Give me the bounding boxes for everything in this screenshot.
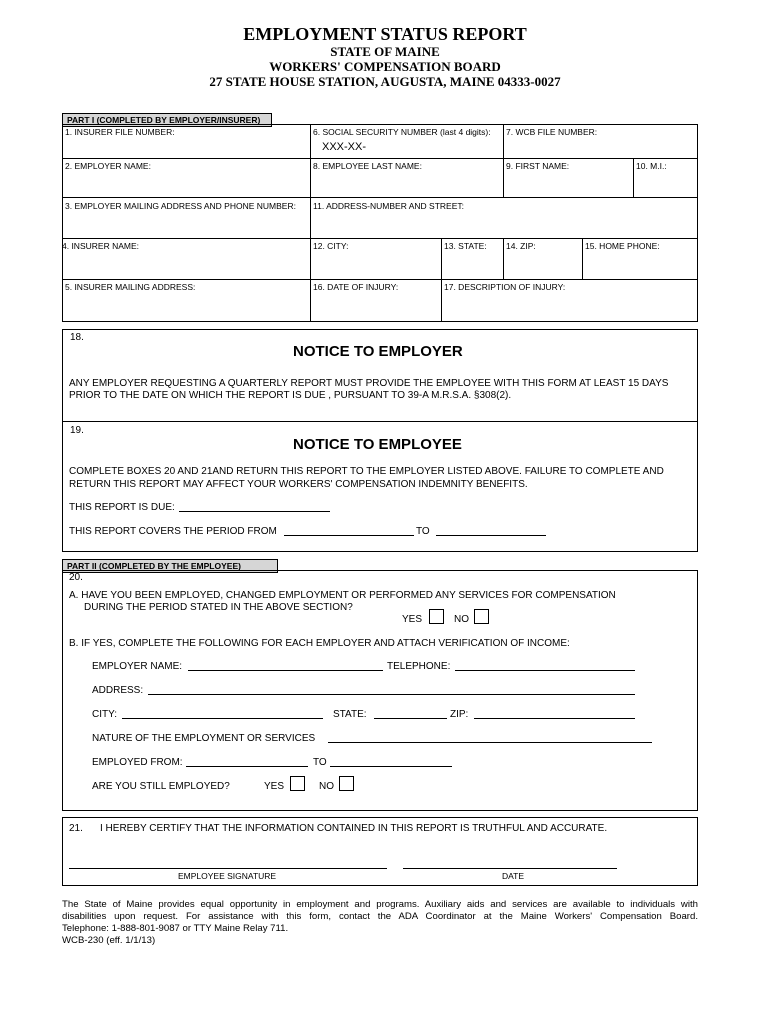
certification-number: 21. — [69, 823, 83, 834]
notice-employer-number: 18. — [70, 332, 84, 343]
zip-label: ZIP: — [450, 709, 469, 720]
form-id: WCB-230 (eff. 1/1/13) — [62, 935, 156, 946]
form-title: EMPLOYMENT STATUS REPORT — [243, 24, 527, 44]
still-employed-no-checkbox[interactable] — [339, 776, 354, 791]
question-a-no-label: NO — [454, 614, 469, 625]
notice-employee-text-1: COMPLETE BOXES 20 AND 21AND RETURN THIS REPORT TO THE EMPLOYER LISTED ABOVE. FAILURE TO COMPLETE AND — [69, 466, 664, 477]
question-a-no-checkbox[interactable] — [474, 609, 489, 624]
address-input[interactable] — [148, 694, 635, 695]
city-field[interactable]: 12. CITY: — [313, 241, 349, 251]
date-of-injury-field[interactable]: 16. DATE OF INJURY: — [313, 282, 399, 292]
state-input[interactable] — [374, 718, 447, 719]
first-name-field[interactable]: 9. FIRST NAME: — [506, 161, 570, 171]
employer-name-label: EMPLOYER NAME: — [92, 661, 183, 672]
notice-employer-text-1: ANY EMPLOYER REQUESTING A QUARTERLY REPORT MUST PROVIDE THE EMPLOYEE WITH THIS FORM AT LEAST 15 DAYS — [69, 378, 669, 389]
employer-name-field[interactable]: 2. EMPLOYER NAME: — [65, 161, 151, 171]
signature-date-input[interactable] — [403, 868, 617, 869]
col-divider — [503, 238, 504, 279]
col-divider — [633, 158, 634, 197]
section-divider — [62, 421, 698, 422]
still-employed-no-label: NO — [319, 781, 334, 792]
employee-signature-label: EMPLOYEE SIGNATURE — [178, 871, 277, 881]
middle-initial-field[interactable]: 10. M.I.: — [636, 161, 667, 171]
report-due-label: THIS REPORT IS DUE: — [69, 502, 175, 513]
part2-tab: PART II (COMPLETED BY THE EMPLOYEE) — [62, 559, 278, 573]
question-a-text-1: A. HAVE YOU BEEN EMPLOYED, CHANGED EMPLOYMENT OR PERFORMED ANY SERVICES FOR COMPENSATION — [69, 590, 616, 601]
employer-address-field[interactable]: 3. EMPLOYER MAILING ADDRESS AND PHONE NUMBER: — [65, 201, 296, 211]
certification-text: I HEREBY CERTIFY THAT THE INFORMATION CONTAINED IN THIS REPORT IS TRUTHFUL AND ACCURATE. — [100, 823, 608, 834]
nature-of-employment-label: NATURE OF THE EMPLOYMENT OR SERVICES — [92, 733, 316, 744]
address-street-field[interactable]: 11. ADDRESS-NUMBER AND STREET: — [313, 201, 464, 211]
question-a-text-2: DURING THE PERIOD STATED IN THE ABOVE SECTION? — [84, 602, 353, 613]
report-period-to-input[interactable] — [436, 535, 546, 536]
question-20-number: 20. — [69, 572, 83, 583]
nature-of-employment-input[interactable] — [328, 742, 652, 743]
agency-board: WORKERS' COMPENSATION BOARD — [269, 59, 501, 74]
city-label: CITY: — [92, 709, 118, 720]
col-divider — [441, 279, 442, 322]
signature-date-label: DATE — [502, 871, 525, 881]
col-divider — [582, 238, 583, 279]
row-divider — [62, 197, 698, 198]
footer-line-1: The State of Maine provides equal opportunity in employment and programs. Auxiliary aids and services are available to individuals with — [62, 899, 698, 910]
insurer-file-number-field[interactable]: 1. INSURER FILE NUMBER: — [65, 127, 175, 137]
report-period-to-label: TO — [416, 526, 430, 537]
wcb-file-number-field[interactable]: 7. WCB FILE NUMBER: — [506, 127, 598, 137]
home-phone-field[interactable]: 15. HOME PHONE: — [585, 241, 660, 251]
row-divider — [62, 238, 698, 239]
part1-tab: PART I (COMPLETED BY EMPLOYER/INSURER) — [62, 113, 272, 127]
employed-from-label: EMPLOYED FROM: — [92, 757, 183, 768]
description-of-injury-field[interactable]: 17. DESCRIPTION OF INJURY: — [444, 282, 566, 292]
employer-name-input[interactable] — [188, 670, 383, 671]
zip-field[interactable]: 14. ZIP: — [506, 241, 536, 251]
insurer-mailing-address-field[interactable]: 5. INSURER MAILING ADDRESS: — [65, 282, 196, 292]
col-divider — [503, 124, 504, 158]
footer-line-2: disabilities upon request. For assistance with this form, contact the ADA Coordinator at the Maine Workers' Compensation Board. — [62, 911, 698, 922]
col-divider — [503, 158, 504, 197]
notice-employee-title: NOTICE TO EMPLOYEE — [293, 436, 462, 453]
insurer-name-field[interactable]: 4. INSURER NAME: — [62, 241, 139, 251]
employed-to-label: TO — [313, 757, 327, 768]
employee-last-name-field[interactable]: 8. EMPLOYEE LAST NAME: — [313, 161, 422, 171]
notice-employer-text-2: PRIOR TO THE DATE ON WHICH THE REPORT IS DUE , PURSUANT TO 39-A M.R.S.A. §308(2). — [69, 390, 512, 401]
report-due-input[interactable] — [179, 511, 330, 512]
zip-input[interactable] — [474, 718, 635, 719]
ssn-value: XXX-XX- — [322, 141, 367, 153]
question-a-yes-checkbox[interactable] — [429, 609, 444, 624]
state-field[interactable]: 13. STATE: — [444, 241, 487, 251]
question-a-yes-label: YES — [402, 614, 423, 625]
employed-to-input[interactable] — [330, 766, 452, 767]
employee-signature-input[interactable] — [69, 868, 387, 869]
telephone-input[interactable] — [455, 670, 635, 671]
notice-employee-text-2: RETURN THIS REPORT MAY AFFECT YOUR WORKERS' COMPENSATION INDEMNITY BENEFITS. — [69, 479, 528, 490]
col-divider — [441, 238, 442, 279]
col-divider — [310, 124, 311, 322]
notice-employee-number: 19. — [70, 425, 84, 436]
state-label: STATE: — [333, 709, 367, 720]
still-employed-yes-label: YES — [264, 781, 285, 792]
notice-employer-title: NOTICE TO EMPLOYER — [293, 343, 463, 360]
question-b-text: B. IF YES, COMPLETE THE FOLLOWING FOR EACH EMPLOYER AND ATTACH VERIFICATION OF INCOME: — [69, 638, 570, 649]
telephone-label: TELEPHONE: — [387, 661, 451, 672]
report-period-from-input[interactable] — [284, 535, 414, 536]
agency-address: 27 STATE HOUSE STATION, AUGUSTA, MAINE 04333-0027 — [209, 74, 561, 89]
address-label: ADDRESS: — [92, 685, 144, 696]
still-employed-yes-checkbox[interactable] — [290, 776, 305, 791]
ssn-field[interactable]: 6. SOCIAL SECURITY NUMBER (last 4 digits): — [313, 127, 491, 137]
city-input[interactable] — [122, 718, 323, 719]
part1-table — [62, 124, 698, 322]
footer-line-3: Telephone: 1-888-801-9087 or TTY Maine Relay 711. — [62, 923, 289, 934]
row-divider — [62, 279, 698, 280]
agency-state: STATE OF MAINE — [330, 44, 440, 59]
report-period-label: THIS REPORT COVERS THE PERIOD FROM — [69, 526, 277, 537]
still-employed-label: ARE YOU STILL EMPLOYED? — [92, 781, 230, 792]
row-divider — [62, 158, 698, 159]
employed-from-input[interactable] — [186, 766, 308, 767]
